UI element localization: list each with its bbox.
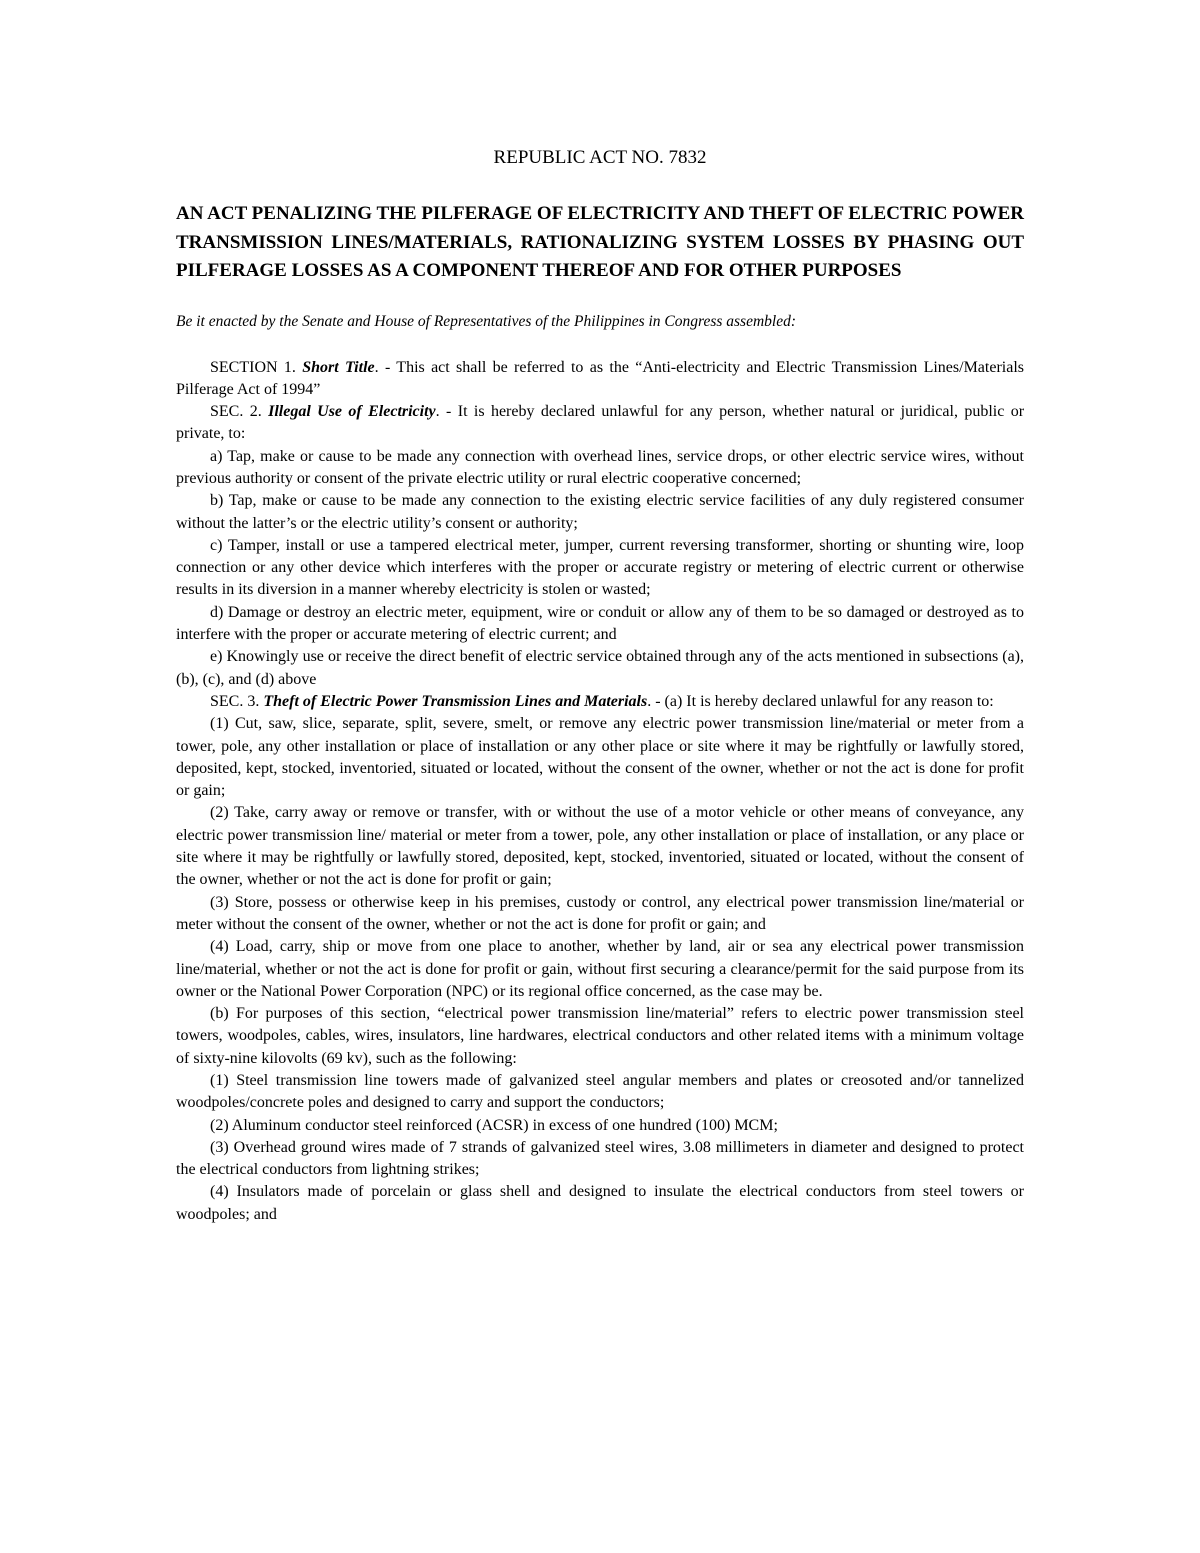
section-3-item-4: (4) Load, carry, ship or move from one place to another, whether by land, air or sea any electrical power transmission line/material, whether or not the act is done for profit or gain, without first securing a clearance/permit for the said purpose from its owner or the National Power Corporation (NPC) or its regional office concerned, as the case may be. (176, 938, 1024, 1000)
section-2-prefix: SEC. 2. (210, 403, 269, 421)
section-1-title: Short Title (302, 358, 375, 376)
section-1-prefix: SECTION 1. (210, 358, 303, 376)
section-2 (176, 401, 1024, 446)
section-2-text: . - It is hereby declared unlawful for any person, whether natural or juridical, public or private, to: (176, 403, 1025, 443)
section-1 (176, 357, 1024, 402)
section-3-b-item-3: (3) Overhead ground wires made of 7 strands of galvanized steel wires, 3.08 millimeters in diameter and designed to protect the electrical conductors from lightning strikes; (176, 1138, 1024, 1179)
act-body (176, 357, 1024, 1227)
section-3-item-2: (2) Take, carry away or remove or transfer, with or without the use of a motor vehicle or other means of conveyance, any electric power transmission line/ material or meter from a tower, pole, any other installation or place of installation, or any place or site where it may be rightfully or lawfully stored, deposited, kept, stocked, inventoried, situated or located, without the consent of the owner, whether or not the act is done for profit or gain; (176, 804, 1024, 889)
document-title: REPUBLIC ACT NO. 7832 (493, 147, 707, 168)
section-2-item-a: a) Tap, make or cause to be made any connection with overhead lines, service drops, or other electric service wires, without previous authority or consent of the private electric utility or rural electric cooperative concerned; (176, 447, 1024, 487)
section-3-b-item-2: (2) Aluminum conductor steel reinforced (ACSR) in excess of one hundred (100) MCM; (210, 1116, 778, 1134)
section-1-text: . - This act shall be referred to as the “Anti-electricity and Electric Transmission Lines/Materials Pilferage Act of 1994” (176, 358, 1024, 398)
section-3-b-item-1: (1) Steel transmission line towers made of galvanized steel angular members and plates or creosoted and/or tannelized woodpoles/concrete poles and designed to carry and support the conductors; (176, 1072, 1024, 1112)
enacting-clause: Be it enacted by the Senate and House of Representatives of the Philippines in Congress assembled: (176, 312, 797, 330)
document-page (176, 148, 1024, 1226)
section-2-item-d: d) Damage or destroy an electric meter, equipment, wire or conduit or allow any of them to be so damaged or destroyed as to interfere with the proper or accurate metering of electric current; and (176, 603, 1024, 644)
section-3-item-1: (1) Cut, saw, slice, separate, split, severe, smelt, or remove any electric power transmission line/material or meter from a tower, pole, any other installation or place of installation or any other place or site where it may be rightfully or lawfully stored, deposited, kept, stocked, inventoried, situated or located, without the consent of the owner, whether or not the act is done for profit or gain; (176, 715, 1024, 800)
act-heading: AN ACT PENALIZING THE PILFERAGE OF ELECTRICITY AND THEFT OF ELECTRIC POWER TRANSMISSION LINES/MATERIALS, RATIONALIZING SYSTEM LOSSES BY PHASING OUT PILFERAGE LOSSES AS A COMPONENT THEREOF AND FOR OTHER PURPOSES (176, 203, 1024, 281)
section-2-item-b: b) Tap, make or cause to be made any connection to the existing electric service facilities of any duly registered consumer without the latter’s or the electric utility’s consent or authority; (176, 492, 1024, 532)
section-3-b-item-4: (4) Insulators made of porcelain or glass shell and designed to insulate the electrical conductors from steel towers or woodpoles; and (176, 1183, 1024, 1223)
section-3-text: . - (a) It is hereby declared unlawful for any reason to: (647, 692, 994, 710)
section-3-item-b: (b) For purposes of this section, “electrical power transmission line/material” refers to electric power transmission steel towers, woodpoles, cables, wires, insulators, line hardwares, electrical conductors and other related items with a minimum voltage of sixty-nine kilovolts (69 kv), such as the following: (176, 1005, 1024, 1067)
section-2-title: Illegal Use of Electricity (268, 403, 436, 421)
section-2-item-c: c) Tamper, install or use a tampered electrical meter, jumper, current reversing transformer, shorting or shunting wire, loop connection or any other device which interferes with the proper or accurate registry or metering of electric current or otherwise results in its diversion in a manner whereby electricity is stolen or wasted; (176, 536, 1024, 599)
section-3 (176, 691, 1024, 713)
section-2-item-e: e) Knowingly use or receive the direct benefit of electric service obtained through any of the acts mentioned in subsections (a), (b), (c), and (d) above (176, 648, 1024, 688)
section-3-prefix: SEC. 3. (210, 692, 264, 710)
section-3-title: Theft of Electric Power Transmission Lines and Materials (263, 692, 648, 710)
section-3-item-3: (3) Store, possess or otherwise keep in his premises, custody or control, any electrical power transmission line/material or meter without the consent of the owner, whether or not the act is done for profit or gain; and (176, 893, 1024, 933)
